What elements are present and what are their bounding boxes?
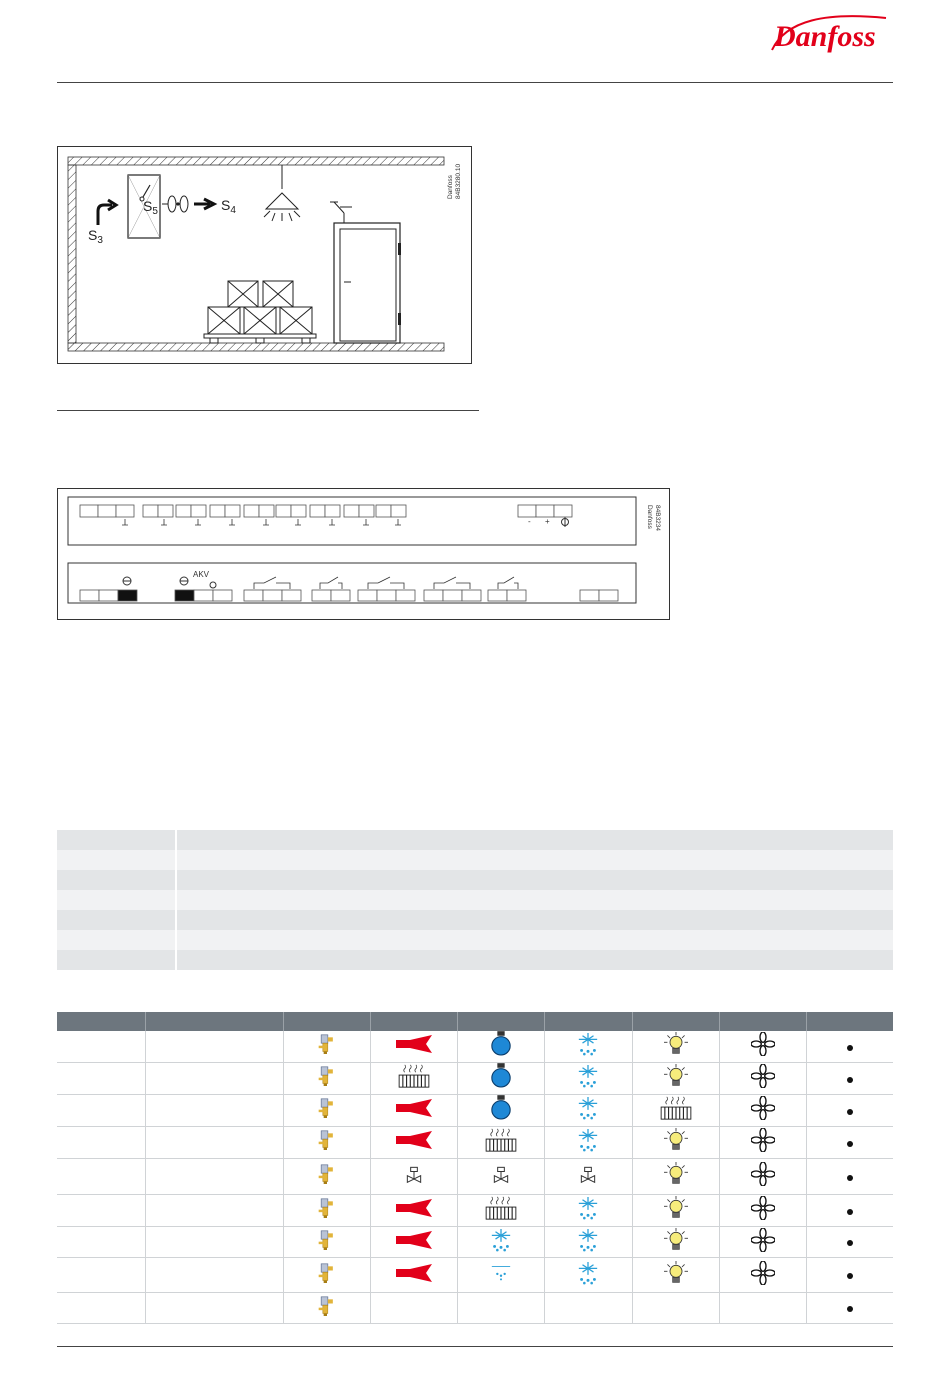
plus-label: + bbox=[545, 517, 550, 526]
defrost-snowflake-icon bbox=[577, 1196, 599, 1220]
bullet-dot bbox=[847, 1306, 853, 1312]
figure1-code-line2: 84B3280.10 bbox=[455, 163, 462, 199]
akv-label: AKV bbox=[193, 570, 210, 579]
figure1-code-line1: Danfoss bbox=[447, 175, 454, 199]
bullet-dot bbox=[847, 1273, 853, 1279]
compressor-icon bbox=[490, 1031, 512, 1057]
figure2-code-line2: 84B3234 bbox=[654, 505, 661, 532]
fan-icon bbox=[751, 1128, 775, 1152]
heater-icon bbox=[397, 1063, 431, 1089]
cold-room-figure bbox=[57, 146, 472, 364]
bullet-dot bbox=[847, 1109, 853, 1115]
sensor-s5-label: $S_5$ bbox=[143, 198, 158, 217]
defrost-snowflake-icon bbox=[490, 1228, 512, 1252]
gas-valve-icon bbox=[491, 1164, 511, 1184]
fan-icon bbox=[751, 1162, 775, 1186]
defrost-snowflake-icon bbox=[577, 1228, 599, 1252]
table-header-row bbox=[57, 1012, 893, 1031]
sensor-s4-label: $S_4$ bbox=[221, 197, 236, 216]
cold-room-door bbox=[334, 223, 401, 343]
compressor-icon bbox=[490, 1063, 512, 1089]
defrost-snowflake-icon bbox=[577, 1032, 599, 1056]
drip-icon bbox=[490, 1261, 512, 1285]
gas-valve-icon bbox=[578, 1164, 598, 1184]
bullet-dot bbox=[847, 1077, 853, 1083]
solenoid-valve-icon bbox=[317, 1032, 337, 1056]
defrost-snowflake-icon bbox=[577, 1064, 599, 1088]
heater-icon bbox=[484, 1195, 518, 1221]
table-row bbox=[57, 930, 893, 950]
footer-rule bbox=[57, 1346, 893, 1347]
light-bulb-icon bbox=[664, 1128, 688, 1152]
fan-icon bbox=[751, 1196, 775, 1220]
heater-icon bbox=[484, 1127, 518, 1153]
ceiling-light-icon bbox=[264, 165, 300, 221]
table-row bbox=[57, 950, 893, 970]
fan-icon bbox=[751, 1261, 775, 1285]
light-bulb-icon bbox=[664, 1228, 688, 1252]
alarm-horn-icon bbox=[394, 1263, 434, 1283]
solenoid-valve-icon bbox=[317, 1064, 337, 1088]
air-out-arrow bbox=[194, 199, 214, 209]
solenoid-valve-icon bbox=[317, 1128, 337, 1152]
alarm-horn-icon bbox=[394, 1198, 434, 1218]
danfoss-logo bbox=[766, 10, 894, 56]
solenoid-valve-icon bbox=[317, 1096, 337, 1120]
air-in-arrow bbox=[98, 200, 116, 225]
input-terminal-block bbox=[68, 497, 636, 545]
solenoid-valve-icon bbox=[317, 1294, 337, 1318]
logo-text: Danfoss bbox=[774, 20, 876, 53]
table-row bbox=[57, 1195, 893, 1227]
alarm-horn-icon bbox=[394, 1034, 434, 1054]
table-row bbox=[57, 910, 893, 930]
table-row bbox=[57, 870, 893, 890]
fan-icon bbox=[751, 1096, 775, 1120]
fan-icon bbox=[751, 1064, 775, 1088]
terminal-diagram bbox=[57, 488, 670, 620]
header-rule bbox=[57, 82, 893, 83]
bullet-dot bbox=[847, 1045, 853, 1051]
table-row bbox=[57, 1227, 893, 1258]
goods-boxes bbox=[204, 281, 316, 343]
light-bulb-icon bbox=[664, 1261, 688, 1285]
sensor-s3-label: $S_3$ bbox=[88, 227, 103, 246]
light-bulb-icon bbox=[664, 1162, 688, 1186]
table-row bbox=[57, 1159, 893, 1195]
application-table bbox=[57, 1012, 893, 1324]
solenoid-valve-icon bbox=[317, 1261, 337, 1285]
table-row bbox=[57, 890, 893, 910]
solenoid-valve-icon bbox=[317, 1228, 337, 1252]
gas-valve-icon bbox=[404, 1164, 424, 1184]
fan-icon bbox=[162, 196, 188, 212]
defrost-snowflake-icon bbox=[577, 1096, 599, 1120]
bullet-dot bbox=[847, 1240, 853, 1246]
output-terminal-block bbox=[68, 563, 636, 603]
table-row bbox=[57, 1258, 893, 1293]
defrost-snowflake-icon bbox=[577, 1128, 599, 1152]
light-bulb-icon bbox=[664, 1064, 688, 1088]
heater-icon bbox=[659, 1095, 693, 1121]
table-row bbox=[57, 1031, 893, 1063]
alarm-horn-icon bbox=[394, 1230, 434, 1250]
solenoid-valve-icon bbox=[317, 1196, 337, 1220]
alarm-horn-icon bbox=[394, 1098, 434, 1118]
minus-label: - bbox=[528, 517, 531, 526]
alarm-horn-icon bbox=[394, 1130, 434, 1150]
solenoid-valve-icon bbox=[317, 1162, 337, 1186]
light-bulb-icon bbox=[664, 1196, 688, 1220]
table-row bbox=[57, 1293, 893, 1324]
bullet-dot bbox=[847, 1209, 853, 1215]
table-row bbox=[57, 850, 893, 870]
door-switch-icon bbox=[330, 202, 352, 223]
bullet-dot bbox=[847, 1141, 853, 1147]
compressor-icon bbox=[490, 1095, 512, 1121]
table-row bbox=[57, 1127, 893, 1159]
defrost-snowflake-icon bbox=[577, 1261, 599, 1285]
figure2-code-line1: Danfoss bbox=[646, 505, 653, 529]
table-row bbox=[57, 1063, 893, 1095]
bullet-dot bbox=[847, 1175, 853, 1181]
fan-icon bbox=[751, 1228, 775, 1252]
parameter-table bbox=[57, 830, 893, 970]
light-bulb-icon bbox=[664, 1032, 688, 1056]
table-row bbox=[57, 830, 893, 850]
fan-icon bbox=[751, 1032, 775, 1056]
section-rule bbox=[57, 410, 479, 411]
table-row bbox=[57, 1095, 893, 1127]
